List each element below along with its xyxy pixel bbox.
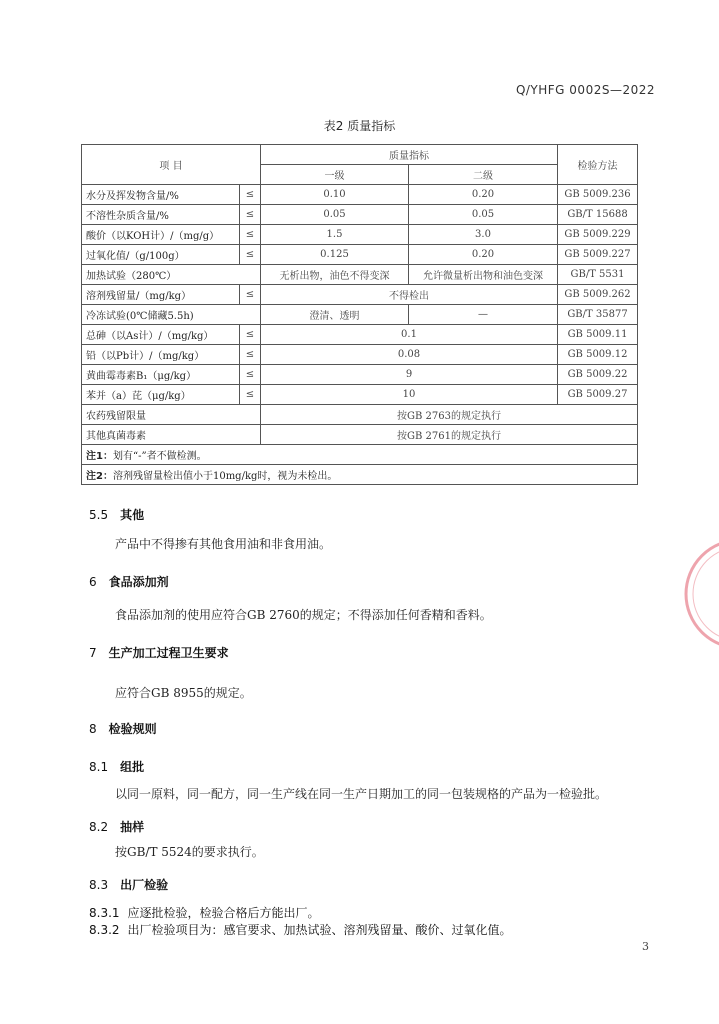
clause <box>89 921 512 938</box>
cell-grade-2: 0.05 <box>409 205 558 225</box>
section-number: 6 <box>89 575 97 589</box>
table-note-row <box>82 445 638 465</box>
section-heading <box>89 506 144 523</box>
table-row <box>82 305 638 325</box>
cell-grade-1: 0.125 <box>261 245 409 265</box>
paragraph: 以同一原料，同一配方，同一生产线在同一生产日期加工的同一包装规格的产品为一检验批。 <box>115 787 608 801</box>
quality-index-table <box>81 144 638 485</box>
section-number: 8.3 <box>89 878 109 892</box>
paragraph: 食品添加剂的使用应符合GB 2760的规定；不得添加任何香精和香料。 <box>115 608 492 622</box>
section-number: 7 <box>89 646 97 660</box>
cell-item: 其他真菌毒素 <box>82 425 261 445</box>
table-row <box>82 405 638 425</box>
section-number: 8.2 <box>89 820 109 834</box>
clause <box>89 904 320 921</box>
cell-merged-value: 10 <box>261 385 558 405</box>
table-header-row <box>82 145 638 165</box>
header-item: 项 目 <box>82 145 261 185</box>
note-label: 注1： <box>86 451 113 462</box>
table-note-row <box>82 465 638 485</box>
cell-grade-1: 1.5 <box>261 225 409 245</box>
cell-merged-value: 按GB 2763的规定执行 <box>261 405 638 425</box>
cell-merged-value: 0.08 <box>261 345 558 365</box>
section-number: 5.5 <box>89 508 109 522</box>
header-quality-index: 质量指标 <box>261 145 558 165</box>
cell-method: GB 5009.22 <box>558 365 638 385</box>
note-label: 注2： <box>86 471 113 482</box>
cell-item: 总砷（以As计）/（mg/kg） <box>82 325 240 345</box>
cell-item: 黄曲霉毒素B₁（μg/kg） <box>82 365 240 385</box>
cell-method: GB 5009.12 <box>558 345 638 365</box>
section-number: 8.3.1 <box>89 906 120 920</box>
cell-note <box>82 465 638 485</box>
section-number: 8.1 <box>89 760 109 774</box>
cell-method: GB/T 5531 <box>558 265 638 285</box>
cell-operator: ≤ <box>240 365 261 385</box>
cell-grade-2: 3.0 <box>409 225 558 245</box>
cell-grade-1: 0.05 <box>261 205 409 225</box>
cell-method: GB 5009.229 <box>558 225 638 245</box>
section-heading <box>89 876 168 893</box>
cell-grade-2: 0.20 <box>409 245 558 265</box>
table-row <box>82 185 638 205</box>
section-title: 出厂检验 <box>120 878 169 892</box>
cell-merged-value: 0.1 <box>261 325 558 345</box>
cell-grade-2: 允许微量析出物和油色变深 <box>409 265 558 285</box>
section-heading <box>89 644 229 661</box>
table-row <box>82 325 638 345</box>
table-row <box>82 265 638 285</box>
cell-operator: ≤ <box>240 205 261 225</box>
cell-merged-value: 不得检出 <box>261 285 558 305</box>
section-title: 生产加工过程卫生要求 <box>108 646 229 660</box>
cell-method: GB 5009.227 <box>558 245 638 265</box>
cell-operator: ≤ <box>240 345 261 365</box>
note-text: 溶剂残留量检出值小于10mg/kg时，视为未检出。 <box>112 471 338 482</box>
cell-operator: ≤ <box>240 245 261 265</box>
cell-item: 水分及挥发物含量/% <box>82 185 240 205</box>
cell-merged-value: 9 <box>261 365 558 385</box>
header-grade-2: 二级 <box>409 165 558 185</box>
cell-item: 冷冻试验(0℃储藏5.5h) <box>82 305 261 325</box>
cell-item: 苯并（a）芘（μg/kg） <box>82 385 240 405</box>
cell-operator: ≤ <box>240 185 261 205</box>
table-row <box>82 225 638 245</box>
section-number: 8.3.2 <box>89 923 120 937</box>
cell-grade-1: 0.10 <box>261 185 409 205</box>
paragraph: 按GB/T 5524的要求执行。 <box>115 845 264 859</box>
cell-operator: ≤ <box>240 385 261 405</box>
cell-item: 铅（以Pb计）/（mg/kg） <box>82 345 240 365</box>
table-row <box>82 425 638 445</box>
section-heading <box>89 573 169 590</box>
section-title: 抽样 <box>120 820 145 834</box>
cell-item: 酸价（以KOH计）/（mg/g） <box>82 225 240 245</box>
standard-code: Q/YHFG 0002S—2022 <box>515 83 655 97</box>
paragraph: 应符合GB 8955的规定。 <box>115 686 252 700</box>
cell-grade-1: 无析出物，油色不得变深 <box>261 265 409 285</box>
cell-note <box>82 445 638 465</box>
cell-item: 不溶性杂质含量/% <box>82 205 240 225</box>
cell-grade-2: — <box>409 305 558 325</box>
paragraph: 产品中不得掺有其他食用油和非食用油。 <box>115 537 332 551</box>
table-row <box>82 365 638 385</box>
cell-method: GB 5009.236 <box>558 185 638 205</box>
section-title: 检验规则 <box>108 722 157 736</box>
table-row <box>82 285 638 305</box>
section-heading <box>89 758 144 775</box>
header-method: 检验方法 <box>558 145 638 185</box>
header-grade-1: 一级 <box>261 165 409 185</box>
table-row <box>82 345 638 365</box>
table-row <box>82 205 638 225</box>
cell-merged-value: 按GB 2761的规定执行 <box>261 425 638 445</box>
cell-grade-1: 澄清、透明 <box>261 305 409 325</box>
cell-operator: ≤ <box>240 285 261 305</box>
cell-item: 加热试验（280℃） <box>82 265 261 285</box>
section-title: 食品添加剂 <box>108 575 169 589</box>
table-caption: 表2 质量指标 <box>323 119 396 133</box>
cell-method: GB/T 35877 <box>558 305 638 325</box>
cell-method: GB 5009.11 <box>558 325 638 345</box>
section-title: 出厂检验项目为：感官要求、加热试验、溶剂残留量、酸价、过氧化值。 <box>127 923 512 937</box>
cell-item: 溶剂残留量/（mg/kg） <box>82 285 240 305</box>
cell-operator: ≤ <box>240 325 261 345</box>
cell-method: GB 5009.27 <box>558 385 638 405</box>
section-title: 组批 <box>120 760 145 774</box>
page-number: 3 <box>642 940 649 953</box>
section-title: 其他 <box>120 508 145 522</box>
cell-method: GB 5009.262 <box>558 285 638 305</box>
note-text: 划有“-”者不做检测。 <box>112 451 207 462</box>
cell-grade-2: 0.20 <box>409 185 558 205</box>
table-row <box>82 245 638 265</box>
section-title: 应逐批检验，检验合格后方能出厂。 <box>127 906 320 920</box>
cell-operator: ≤ <box>240 225 261 245</box>
section-heading <box>89 720 157 737</box>
section-heading <box>89 818 144 835</box>
red-seal-stamp <box>682 534 719 654</box>
cell-item: 农药残留限量 <box>82 405 261 425</box>
cell-method: GB/T 15688 <box>558 205 638 225</box>
table-row <box>82 385 638 405</box>
section-number: 8 <box>89 722 97 736</box>
cell-item: 过氧化值/（g/100g） <box>82 245 240 265</box>
